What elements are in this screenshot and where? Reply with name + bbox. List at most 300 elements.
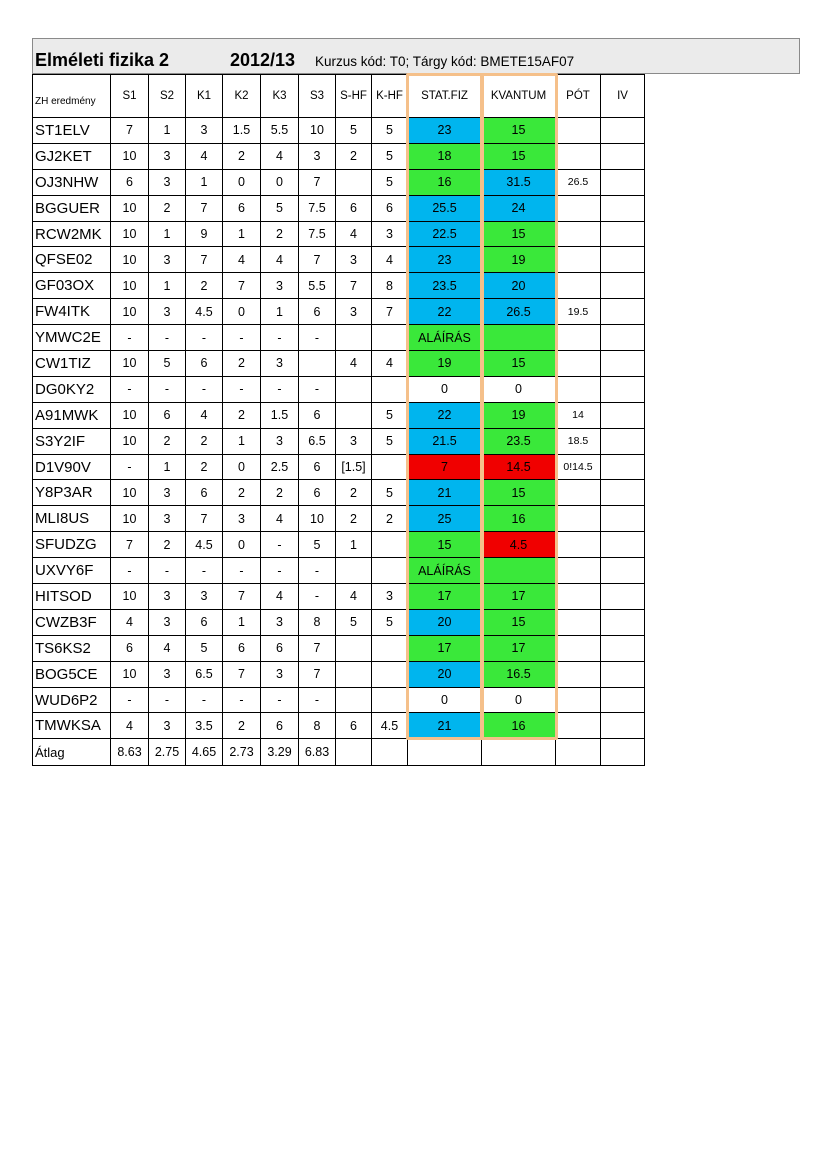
col-header-iv: IV: [601, 75, 645, 118]
score-k-hf: 5: [372, 480, 408, 506]
score-k1: 9: [186, 221, 223, 247]
col-header-pot: PÓT: [556, 75, 601, 118]
score-k3: 6: [261, 635, 299, 661]
score-pot: [556, 247, 601, 273]
score-iv: [601, 247, 645, 273]
result-kvantum: 24: [482, 195, 556, 221]
score-s1: 6: [111, 635, 149, 661]
score-s3: 7: [299, 169, 336, 195]
score-s-hf: 6: [336, 713, 372, 739]
result-kvantum: 15: [482, 609, 556, 635]
score-k-hf: 8: [372, 273, 408, 299]
score-s2: 3: [149, 584, 186, 610]
score-s3: 7.5: [299, 221, 336, 247]
score-k2: 2: [223, 480, 261, 506]
score-s2: 2: [149, 428, 186, 454]
score-s1: 10: [111, 584, 149, 610]
student-code: MLI8US: [33, 506, 111, 532]
score-s3: 6: [299, 454, 336, 480]
score-s1: 10: [111, 428, 149, 454]
score-k2: 0: [223, 299, 261, 325]
score-k2: -: [223, 687, 261, 713]
score-k3: 3: [261, 428, 299, 454]
result-stat-fiz: 16: [408, 169, 482, 195]
score-s2: 1: [149, 273, 186, 299]
score-k2: 3: [223, 506, 261, 532]
result-stat-fiz: 7: [408, 454, 482, 480]
score-k-hf: 2: [372, 506, 408, 532]
score-s3: -: [299, 687, 336, 713]
score-iv: [601, 532, 645, 558]
table-row: [33, 609, 645, 635]
score-k3: 1: [261, 299, 299, 325]
result-stat-fiz: 20: [408, 609, 482, 635]
result-stat-fiz: 18: [408, 143, 482, 169]
student-code: ST1ELV: [33, 118, 111, 144]
result-stat-fiz: 25: [408, 506, 482, 532]
score-k2: 0: [223, 169, 261, 195]
score-s3: 10: [299, 506, 336, 532]
course-title: Elméleti fizika 2: [35, 50, 170, 70]
score-pot: [556, 609, 601, 635]
score-s-hf: 2: [336, 480, 372, 506]
score-s2: 1: [149, 454, 186, 480]
score-s2: 1: [149, 118, 186, 144]
score-s3: [299, 351, 336, 377]
score-pot: 18.5: [556, 428, 601, 454]
student-code: SFUDZG: [33, 532, 111, 558]
score-k-hf: 5: [372, 402, 408, 428]
score-s1: 7: [111, 532, 149, 558]
score-s2: -: [149, 325, 186, 351]
score-s1: 10: [111, 299, 149, 325]
score-s3: 6.5: [299, 428, 336, 454]
table-row: [33, 118, 645, 144]
result-stat-fiz: ALÁÍRÁS: [408, 325, 482, 351]
score-iv: [601, 376, 645, 402]
avg-pot: [556, 739, 601, 766]
score-k1: 7: [186, 506, 223, 532]
score-iv: [601, 169, 645, 195]
score-k2: 2: [223, 351, 261, 377]
student-code: A91MWK: [33, 402, 111, 428]
table-row: [33, 506, 645, 532]
result-stat-fiz: 17: [408, 584, 482, 610]
score-pot: [556, 584, 601, 610]
result-kvantum: 4.5: [482, 532, 556, 558]
score-s-hf: 5: [336, 609, 372, 635]
score-k1: 4.5: [186, 532, 223, 558]
result-kvantum: 19: [482, 402, 556, 428]
score-s1: 10: [111, 351, 149, 377]
score-s-hf: 4: [336, 584, 372, 610]
score-pot: [556, 273, 601, 299]
score-pot: [556, 713, 601, 739]
score-k3: 6: [261, 713, 299, 739]
score-pot: [556, 480, 601, 506]
score-k3: 1.5: [261, 402, 299, 428]
result-stat-fiz: 15: [408, 532, 482, 558]
table-row: [33, 195, 645, 221]
score-iv: [601, 506, 645, 532]
table-row: [33, 273, 645, 299]
table-row: [33, 299, 645, 325]
col-header-s-hf: S-HF: [336, 75, 372, 118]
score-s1: 10: [111, 143, 149, 169]
score-k1: 3.5: [186, 713, 223, 739]
score-s-hf: 4: [336, 221, 372, 247]
result-stat-fiz: 17: [408, 635, 482, 661]
score-k-hf: 5: [372, 169, 408, 195]
score-pot: 19.5: [556, 299, 601, 325]
score-iv: [601, 480, 645, 506]
score-iv: [601, 273, 645, 299]
score-s2: -: [149, 376, 186, 402]
score-s2: 1: [149, 221, 186, 247]
result-kvantum: 16: [482, 713, 556, 739]
table-row: [33, 428, 645, 454]
score-s-hf: 3: [336, 299, 372, 325]
result-kvantum: 15: [482, 118, 556, 144]
score-iv: [601, 454, 645, 480]
score-k-hf: [372, 558, 408, 584]
result-stat-fiz: 0: [408, 376, 482, 402]
score-k-hf: [372, 635, 408, 661]
score-k2: 2: [223, 402, 261, 428]
col-header-stat-fiz: STAT.FIZ: [408, 75, 482, 118]
score-s1: 6: [111, 169, 149, 195]
result-stat-fiz: 20: [408, 661, 482, 687]
score-k3: 2: [261, 221, 299, 247]
col-header-kvantum: KVANTUM: [482, 75, 556, 118]
score-k-hf: 4: [372, 247, 408, 273]
result-stat-fiz: ALÁÍRÁS: [408, 558, 482, 584]
student-code: D1V90V: [33, 454, 111, 480]
score-pot: [556, 143, 601, 169]
table-row: [33, 351, 645, 377]
col-header-k-hf: K-HF: [372, 75, 408, 118]
score-k3: -: [261, 376, 299, 402]
score-s1: 10: [111, 506, 149, 532]
result-kvantum: 19: [482, 247, 556, 273]
score-s1: 10: [111, 195, 149, 221]
score-k2: 6: [223, 195, 261, 221]
score-s3: 5.5: [299, 273, 336, 299]
score-k3: 4: [261, 506, 299, 532]
score-s2: 3: [149, 609, 186, 635]
table-row: [33, 454, 645, 480]
score-k3: -: [261, 558, 299, 584]
score-k1: 2: [186, 454, 223, 480]
result-stat-fiz: 21: [408, 713, 482, 739]
avg-k-hf: [372, 739, 408, 766]
avg-stat-fiz: [408, 739, 482, 766]
score-pot: [556, 351, 601, 377]
score-pot: [556, 661, 601, 687]
score-k1: 3: [186, 118, 223, 144]
avg-iv: [601, 739, 645, 766]
score-s2: 2: [149, 532, 186, 558]
score-s3: -: [299, 376, 336, 402]
score-k3: 0: [261, 169, 299, 195]
score-s1: 10: [111, 480, 149, 506]
score-k2: -: [223, 558, 261, 584]
student-code: RCW2MK: [33, 221, 111, 247]
score-s-hf: [336, 687, 372, 713]
score-pot: 14: [556, 402, 601, 428]
score-k2: 7: [223, 584, 261, 610]
score-k3: -: [261, 325, 299, 351]
score-s3: 6: [299, 299, 336, 325]
score-k1: -: [186, 558, 223, 584]
col-header-s3: S3: [299, 75, 336, 118]
avg-k3: 3.29: [261, 739, 299, 766]
result-kvantum: 17: [482, 584, 556, 610]
col-header-k3: K3: [261, 75, 299, 118]
result-kvantum: 31.5: [482, 169, 556, 195]
score-k2: 1.5: [223, 118, 261, 144]
score-s-hf: 1: [336, 532, 372, 558]
student-code: GF03OX: [33, 273, 111, 299]
score-iv: [601, 713, 645, 739]
score-k2: 1: [223, 428, 261, 454]
table-row: [33, 247, 645, 273]
score-s2: 6: [149, 402, 186, 428]
score-s3: 7: [299, 635, 336, 661]
score-s-hf: [336, 169, 372, 195]
score-s3: -: [299, 558, 336, 584]
col-header-s2: S2: [149, 75, 186, 118]
result-kvantum: 15: [482, 221, 556, 247]
score-iv: [601, 635, 645, 661]
score-iv: [601, 299, 645, 325]
result-kvantum: 26.5: [482, 299, 556, 325]
result-stat-fiz: 21: [408, 480, 482, 506]
score-s2: 3: [149, 169, 186, 195]
score-s2: 4: [149, 635, 186, 661]
score-k3: -: [261, 532, 299, 558]
score-pot: [556, 376, 601, 402]
score-pot: [556, 532, 601, 558]
score-s1: 4: [111, 609, 149, 635]
score-s3: -: [299, 584, 336, 610]
col-header-s1: S1: [111, 75, 149, 118]
score-k2: 1: [223, 609, 261, 635]
table-row: [33, 635, 645, 661]
score-k-hf: 3: [372, 221, 408, 247]
score-s2: 3: [149, 299, 186, 325]
student-code: CW1TIZ: [33, 351, 111, 377]
table-row: [33, 661, 645, 687]
student-code: DG0KY2: [33, 376, 111, 402]
score-k1: 5: [186, 635, 223, 661]
result-kvantum: 23.5: [482, 428, 556, 454]
score-k3: 2: [261, 480, 299, 506]
score-k3: 3: [261, 609, 299, 635]
score-k-hf: [372, 376, 408, 402]
score-s3: 6: [299, 480, 336, 506]
score-s3: 8: [299, 713, 336, 739]
score-k1: 3: [186, 584, 223, 610]
score-s3: 6: [299, 402, 336, 428]
score-k2: 7: [223, 661, 261, 687]
score-k3: 5: [261, 195, 299, 221]
score-s2: 3: [149, 247, 186, 273]
score-s1: -: [111, 325, 149, 351]
table-row: [33, 325, 645, 351]
score-s-hf: 4: [336, 351, 372, 377]
score-pot: [556, 506, 601, 532]
table-row: [33, 480, 645, 506]
score-k-hf: 5: [372, 118, 408, 144]
score-s3: 3: [299, 143, 336, 169]
score-k1: 2: [186, 273, 223, 299]
avg-k2: 2.73: [223, 739, 261, 766]
student-code: GJ2KET: [33, 143, 111, 169]
score-k-hf: [372, 454, 408, 480]
score-k1: 7: [186, 247, 223, 273]
score-k3: 3: [261, 661, 299, 687]
score-s2: -: [149, 687, 186, 713]
score-k-hf: 4.5: [372, 713, 408, 739]
score-k1: -: [186, 376, 223, 402]
score-k2: 4: [223, 247, 261, 273]
score-k-hf: [372, 661, 408, 687]
score-s-hf: 5: [336, 118, 372, 144]
score-s2: 5: [149, 351, 186, 377]
score-k1: 4.5: [186, 299, 223, 325]
score-s3: 5: [299, 532, 336, 558]
result-stat-fiz: 22: [408, 299, 482, 325]
score-s1: -: [111, 687, 149, 713]
result-stat-fiz: 22.5: [408, 221, 482, 247]
student-code: BOG5CE: [33, 661, 111, 687]
score-s-hf: [336, 635, 372, 661]
score-s-hf: [336, 558, 372, 584]
score-s-hf: 2: [336, 506, 372, 532]
score-iv: [601, 221, 645, 247]
score-pot: 0!14.5: [556, 454, 601, 480]
score-k-hf: [372, 325, 408, 351]
score-k1: 6: [186, 480, 223, 506]
score-pot: [556, 195, 601, 221]
grades-table: [32, 74, 645, 766]
corner-label: ZH eredmény: [33, 75, 111, 118]
score-k2: 2: [223, 713, 261, 739]
score-iv: [601, 661, 645, 687]
table-row: [33, 584, 645, 610]
result-kvantum: 16.5: [482, 661, 556, 687]
score-k2: -: [223, 376, 261, 402]
score-s1: -: [111, 558, 149, 584]
score-pot: [556, 558, 601, 584]
score-k2: -: [223, 325, 261, 351]
table-row: [33, 713, 645, 739]
score-s2: 2: [149, 195, 186, 221]
avg-k1: 4.65: [186, 739, 223, 766]
score-s-hf: 2: [336, 143, 372, 169]
score-s-hf: 6: [336, 195, 372, 221]
score-pot: 26.5: [556, 169, 601, 195]
score-k1: -: [186, 325, 223, 351]
score-k-hf: 5: [372, 428, 408, 454]
result-kvantum: 0: [482, 687, 556, 713]
score-s2: 3: [149, 143, 186, 169]
score-k1: 6: [186, 351, 223, 377]
score-s-hf: 3: [336, 247, 372, 273]
student-code: BGGUER: [33, 195, 111, 221]
result-stat-fiz: 19: [408, 351, 482, 377]
score-s-hf: [336, 402, 372, 428]
score-k-hf: 7: [372, 299, 408, 325]
score-k2: 1: [223, 221, 261, 247]
score-k3: 4: [261, 143, 299, 169]
student-code: OJ3NHW: [33, 169, 111, 195]
avg-s-hf: [336, 739, 372, 766]
avg-kvantum: [482, 739, 556, 766]
table-row: [33, 169, 645, 195]
score-pot: [556, 118, 601, 144]
result-stat-fiz: 25.5: [408, 195, 482, 221]
score-k-hf: 5: [372, 143, 408, 169]
score-k2: 0: [223, 454, 261, 480]
table-row: [33, 376, 645, 402]
score-iv: [601, 687, 645, 713]
score-k3: -: [261, 687, 299, 713]
score-s2: -: [149, 558, 186, 584]
result-kvantum: [482, 558, 556, 584]
result-kvantum: 14.5: [482, 454, 556, 480]
score-s3: -: [299, 325, 336, 351]
table-row: [33, 532, 645, 558]
sheet-header: [32, 38, 800, 74]
score-s-hf: 7: [336, 273, 372, 299]
table-row: [33, 221, 645, 247]
score-iv: [601, 609, 645, 635]
result-kvantum: 15: [482, 480, 556, 506]
table-row: [33, 687, 645, 713]
score-pot: [556, 635, 601, 661]
header-row: [33, 75, 645, 118]
score-s1: 10: [111, 402, 149, 428]
academic-year: 2012/13: [230, 50, 296, 70]
score-k3: 4: [261, 247, 299, 273]
score-s2: 3: [149, 661, 186, 687]
score-k3: 2.5: [261, 454, 299, 480]
score-s3: 7: [299, 661, 336, 687]
score-k2: 7: [223, 273, 261, 299]
score-k1: 4: [186, 402, 223, 428]
result-stat-fiz: 22: [408, 402, 482, 428]
score-k1: 6.5: [186, 661, 223, 687]
score-k1: -: [186, 687, 223, 713]
avg-s2: 2.75: [149, 739, 186, 766]
score-k1: 4: [186, 143, 223, 169]
avg-s3: 6.83: [299, 739, 336, 766]
score-s1: 10: [111, 247, 149, 273]
score-s3: 7: [299, 247, 336, 273]
score-s-hf: [336, 376, 372, 402]
student-code: TS6KS2: [33, 635, 111, 661]
score-s1: -: [111, 454, 149, 480]
result-stat-fiz: 0: [408, 687, 482, 713]
student-code: Y8P3AR: [33, 480, 111, 506]
score-pot: [556, 325, 601, 351]
score-k1: 7: [186, 195, 223, 221]
col-header-k1: K1: [186, 75, 223, 118]
score-k-hf: [372, 687, 408, 713]
result-kvantum: 17: [482, 635, 556, 661]
